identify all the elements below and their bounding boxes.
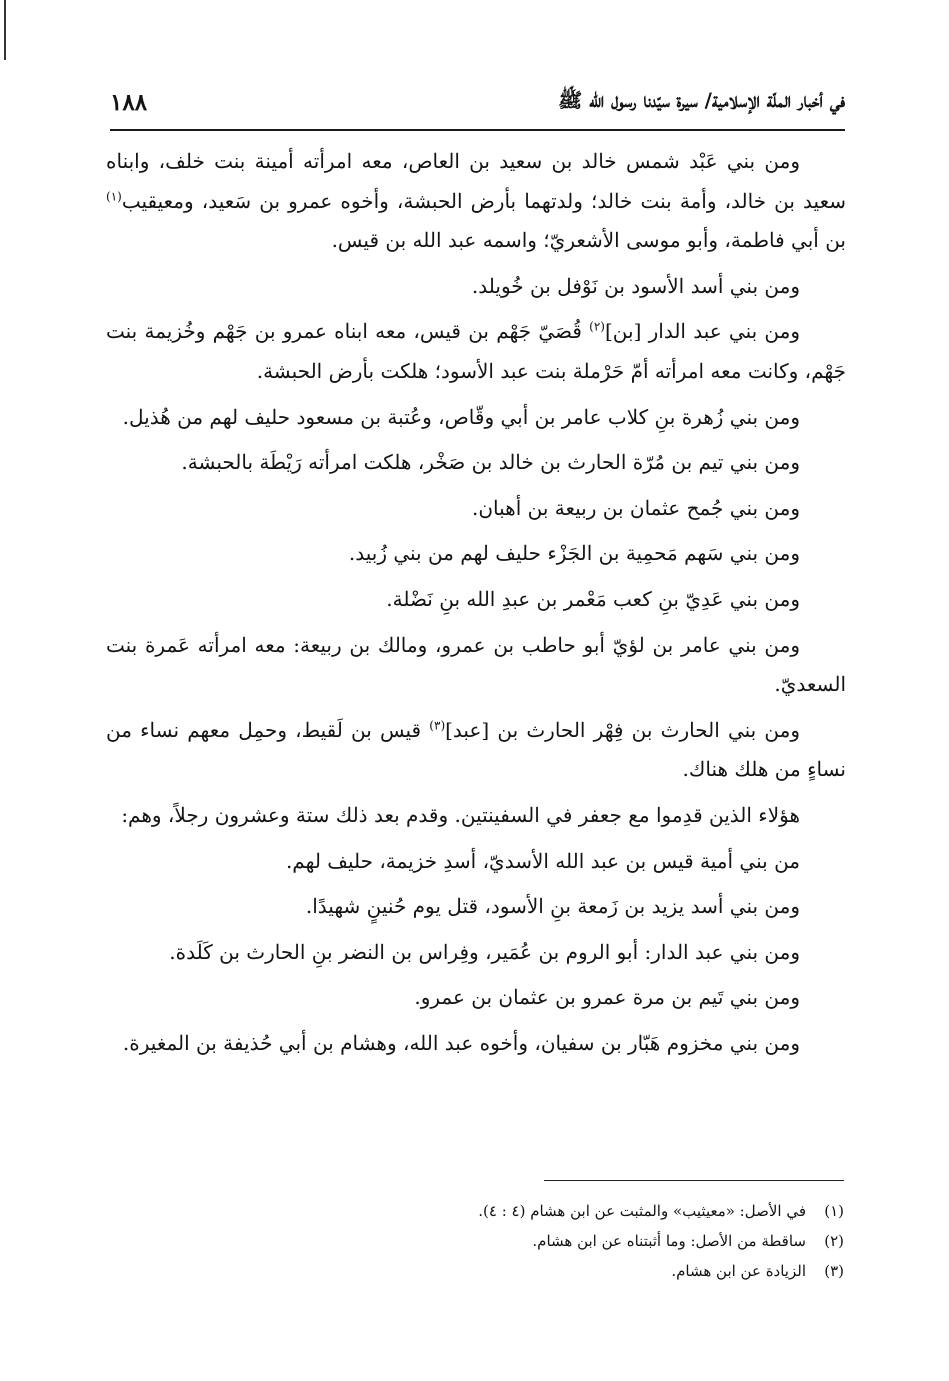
paragraph: ومن بني سَهم مَحمِية بن الجَزْء حليف لهم من بني زُبيد. bbox=[348, 541, 800, 566]
footnote-number: (١) bbox=[824, 1202, 844, 1220]
paragraph: ومن بني عَدِيّ بنِ كعب مَعْمر بن عبدِ الله بنِ نَضْلة. bbox=[386, 586, 800, 611]
page-edge-line bbox=[4, 0, 6, 60]
paragraph: ومن بني عامر بن لؤيّ أبو حاطب بن عمرو، ومالك بن ربيعة: معه امرأته عَمرة بنت السعديّ. bbox=[106, 632, 846, 697]
footnote-marker: (١) bbox=[106, 188, 122, 203]
footnotes bbox=[109, 1196, 844, 1286]
paragraph: ومن بني تيم بن مُرّة الحارث بن خالد بن صَخْر، هلكت امرأته رَيْطَة بالحبشة. bbox=[181, 450, 800, 475]
paragraph: ومن بني تَيم بن مرة عمرو بن عثمان بن عمرو. bbox=[414, 985, 800, 1010]
paragraph: من بني أمية قيس بن عبد الله الأسديّ، أسدِ خزيمة، حليف لهم. bbox=[285, 848, 800, 873]
paragraph: ومن بني مخزوم هَبّار بن سفيان، وأخوه عبد الله، وهشام بن أبي حُذيفة بن المغيرة. bbox=[122, 1030, 800, 1055]
footnote-marker: (٢) bbox=[589, 319, 605, 334]
footnote bbox=[109, 1196, 844, 1226]
page-number: ١٨٨ bbox=[110, 89, 148, 116]
paragraph: ومن بني عبد الدار: أبو الروم بن عُمَير، وفِراس بن النضر بنِ الحارث بن كَلَدة. bbox=[169, 939, 800, 964]
footnote bbox=[109, 1226, 844, 1256]
paragraph: ومن بني الحارث بن فِهْر الحارث بن [عبد]$^{(٣)}$ قيس بن لَقيط، وحمِل معهم نساء من نساءٍ من هلك هناك. bbox=[106, 717, 846, 782]
footnote bbox=[109, 1256, 844, 1286]
paragraph: ومن بني عبد الدار [بن]$^{(٢)}$ قُصَيّ جَهْم بن قيس، معه ابناه عمرو بن جَهْم وخُزيمة بنت جَهْم، وكانت معه امرأته أمّ حَرْملة بنت عبد الأسود؛ هلكت بأرض الحبشة. bbox=[106, 319, 846, 383]
header-rule bbox=[110, 129, 845, 131]
footnote-text: في الأصل: «معيثيب» والمثبت عن ابن هشام (٤ : ٤). bbox=[478, 1202, 806, 1220]
paragraph: ومن بني عَبْد شمس خالد بن سعيد بن العاص، معه امرأته أمينة بنت خلف، وابناه سعيد بن خالد، وأمة بنت خالد؛ ولدتهما بأرض الحبشة، وأخوه عمرو بن سَعيد، ومعيقيب$^{(١)}$ بن أبي فاطمة، وأبو موسى الأشعريّ؛ واسمه عبد الله بن قيس. bbox=[106, 149, 846, 253]
footnote-marker: (٣) bbox=[429, 718, 446, 733]
main-text bbox=[106, 142, 846, 1069]
paragraph: ومن بني جُمح عثمان بن ربيعة بن أهبان. bbox=[471, 495, 800, 520]
footnote-number: (٢) bbox=[824, 1232, 844, 1250]
footnote-text: ساقطة من الأصل: وما أثبتناه عن ابن هشام. bbox=[532, 1232, 806, 1250]
footnote-text: الزيادة عن ابن هشام. bbox=[671, 1262, 806, 1280]
footnote-number: (٣) bbox=[824, 1262, 844, 1280]
running-title: في أخبار الملّة الإسلامية/ سيرة سيّدنا رسول الله ﷺ bbox=[558, 88, 845, 112]
paragraph: هؤلاء الذين قدِموا مع جعفر في السفينتين. وقدم بعد ذلك ستة وعشرون رجلاً، وهم: bbox=[121, 802, 800, 827]
paragraph: ومن بني زُهرة بنِ كلاب عامر بن أبي وقّاص، وعُتبة بن مسعود حليف لهم من هُذيل. bbox=[122, 404, 800, 429]
page-header bbox=[110, 88, 845, 117]
footnote-rule bbox=[544, 1180, 844, 1181]
paragraph: ومن بني أسد يزيد بن زَمعة بنِ الأسود، قتل يوم حُنينٍ شهيدًا. bbox=[305, 894, 800, 919]
paragraph: ومن بني أسد الأسود بن نَوْفل بن خُويلد. bbox=[471, 273, 800, 298]
